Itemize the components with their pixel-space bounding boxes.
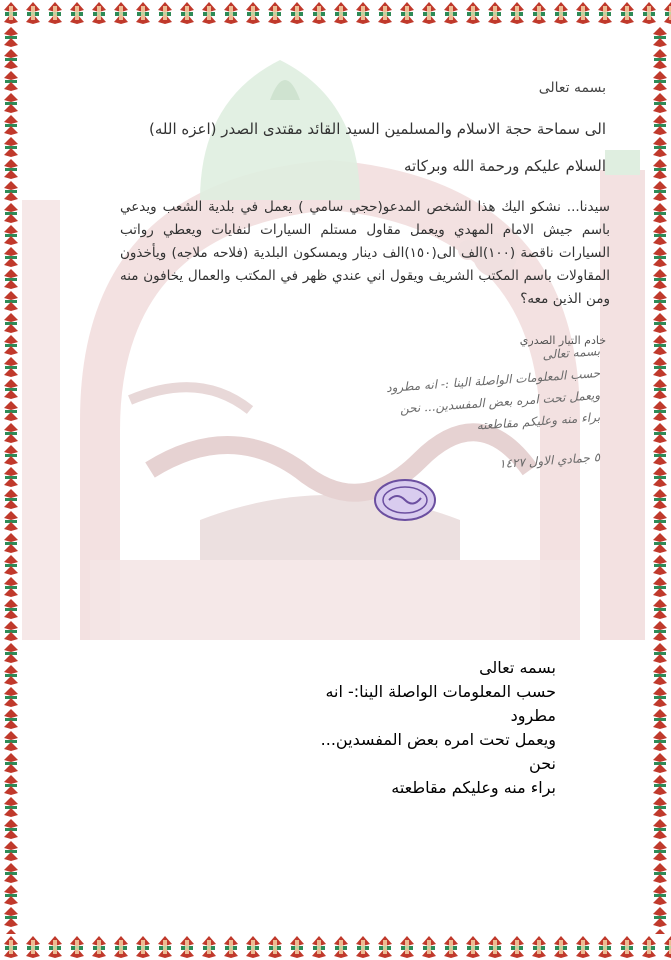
handwritten-line: براء منه وعليكم مقاطعته [476,410,601,433]
letter-body: سيدنا... نشكو اليك هذا الشخص المدعو(حجي سامي ) يعمل في بلدية الشعب ويدعي باسم جيش الامام المهدي ويعمل مقاول مستلم السيارات لنفايات ويعطي رواتب السيارات ناقصة (١٠٠)الف الى(١٥٠)الف دينار ويمسكون البلدية (فلاحه ملاجه) ويأخذون المقاولات باسم المكتب الشريف ويقول اني عندي ظهر في المكتب والعمال يخافون منه ومن الذين معه؟ [120,199,610,307]
letter-recipient: الى سماحة حجة الاسلام والمسلمين السيد القائد مقتدى الصدر (اعزه الله) [149,120,606,138]
transcription-line-1: بسمه تعالى [479,658,556,677]
handwritten-line: حسب المعلومات الواصلة الينا :- انه مطرود [385,366,601,395]
transcription-line-4: براء منه وعليكم مقاطعته [391,778,556,797]
handwritten-reply [320,340,601,472]
letter-heading: بسمه تعالى [538,80,606,96]
letter-signature: خادم التيار الصدري [519,334,606,347]
border-bottom [0,934,671,960]
handwritten-line: بسمه تعالى [541,344,601,363]
transcription-line-3: ويعمل تحت امره بعض المفسدين... نحن [320,730,556,773]
transcription-block [290,656,556,800]
border-top [0,0,671,26]
handwritten-line: ويعمل تحت امره بعض المفسدين... نحن [399,388,601,416]
border-left [0,26,22,934]
border-right [649,26,671,934]
handwritten-date: ٥ جمادي الاول ١٤٢٧ [498,450,601,472]
transcription-line-2: حسب المعلومات الواصلة الينا:- انه مطرود [325,682,556,725]
letter-greeting: السلام عليكم ورحمة الله وبركاته [404,157,606,175]
official-stamp-icon [373,478,437,522]
